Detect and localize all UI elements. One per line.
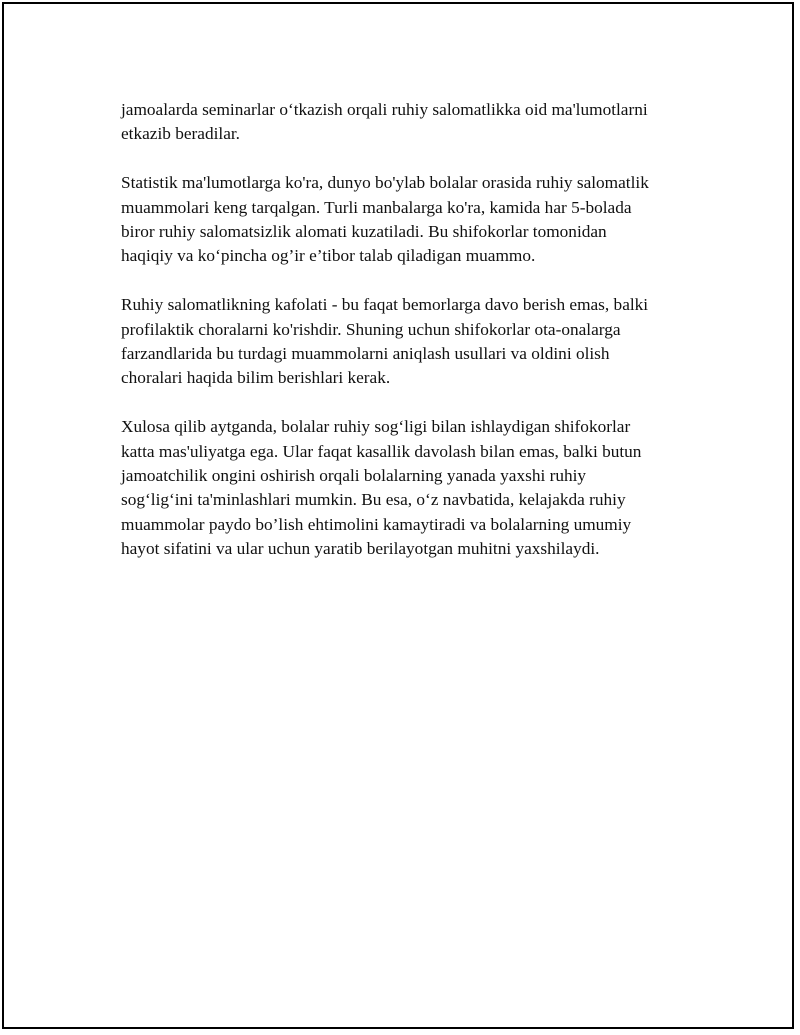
paragraph-statistics: Statistik ma'lumotlarga ko'ra, dunyo bo'ylab bolalar orasida ruhiy salomatlik muammolari keng tarqalgan. Turli manbalarga ko'ra, kamida har 5-bolada biror ruhiy salomatsizlik alomati kuzatiladi. Bu shifokorlar tomonidan haqiqiy va ko‘pincha og’ir e’tibor talab qiladigan muammo.: [121, 173, 649, 266]
paragraph-seminars: jamoalarda seminarlar o‘tkazish orqali ruhiy salomatlikka oid ma'lumotlarni etkazib beradilar.: [121, 100, 648, 144]
document-page: [2, 2, 794, 1029]
paragraph-prevention: Ruhiy salomatlikning kafolati - bu faqat bemorlarga davo berish emas, balki profilaktik choralarni ko'rishdir. Shuning uchun shifokorlar ota-onalarga farzandlarida bu turdagi muammolarni aniqlash usullari va oldini olish choralari haqida bilim berishlari kerak.: [121, 295, 649, 388]
paragraph-conclusion: Xulosa qilib aytganda, bolalar ruhiy sog‘ligi bilan ishlaydigan shifokorlar katta mas'uliyatga ega. Ular faqat kasallik davolash bilan emas, balki butun jamoatchilik ongini oshirish orqali bolalarning yanada yaxshi ruhiy sog‘lig‘ini ta'minlashlari mumkin. Bu esa, o‘z navbatida, kelajakda ruhiy muammolar paydo bo’lish ehtimolini kamaytiradi va bolalarning umumiy hayot sifatini va ular uchun yaratib berilayotgan muhitni yaxshilaydi.: [121, 417, 642, 559]
document-body: [121, 98, 701, 586]
